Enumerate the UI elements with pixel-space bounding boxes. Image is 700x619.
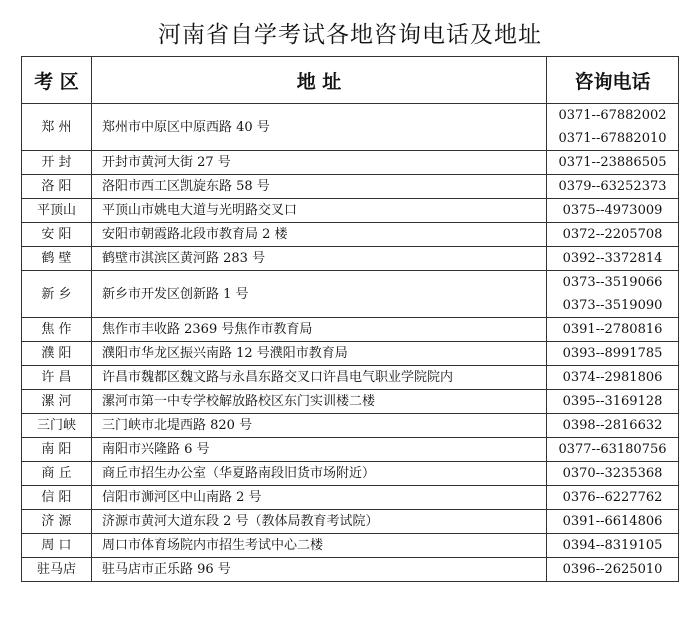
phone-number: 0376--6227762 (562, 490, 663, 505)
address-cell: 濮阳市华龙区振兴南路 12 号濮阳市教育局 (92, 342, 547, 366)
phone-number: 0398--2816632 (562, 418, 663, 433)
table-row (22, 486, 679, 510)
table-row (22, 414, 679, 438)
address-cell: 鹤壁市淇滨区黄河路 283 号 (92, 247, 547, 271)
phone-number: 0379--63252373 (558, 179, 667, 194)
table-row (22, 390, 679, 414)
table-header-row (22, 57, 679, 104)
address-cell: 济源市黄河大道东段 2 号（教体局教育考试院） (92, 510, 547, 534)
phone-cell (547, 390, 679, 414)
area-cell: 焦 作 (22, 318, 92, 342)
phone-number: 0391--6614806 (562, 514, 663, 529)
phone-cell (547, 510, 679, 534)
phone-number: 0375--4973009 (562, 203, 663, 218)
phone-number: 0372--2205708 (562, 227, 663, 242)
phone-cell (547, 366, 679, 390)
address-cell: 商丘市招生办公室（华夏路南段旧货市场附近） (92, 462, 547, 486)
table-row (22, 199, 679, 223)
phone-number: 0371--23886505 (558, 155, 667, 170)
phone-cell (547, 342, 679, 366)
table-row (22, 510, 679, 534)
area-cell: 新 乡 (22, 271, 92, 318)
table-row (22, 438, 679, 462)
area-cell: 周 口 (22, 534, 92, 558)
phone-number: 0394--8319105 (562, 538, 663, 553)
area-cell: 郑 州 (22, 104, 92, 151)
phone-number: 0371--67882002 (558, 108, 667, 123)
phone-number: 0392--3372814 (562, 251, 663, 266)
header-address: 地 址 (92, 57, 547, 104)
area-cell: 平顶山 (22, 199, 92, 223)
phone-number: 0391--2780816 (562, 322, 663, 337)
area-cell: 开 封 (22, 151, 92, 175)
address-cell: 安阳市朝霞路北段市教育局 2 楼 (92, 223, 547, 247)
address-cell: 新乡市开发区创新路 1 号 (92, 271, 547, 318)
phone-number: 0370--3235368 (562, 466, 663, 481)
phone-cell (547, 558, 679, 582)
phone-number: 0371--67882010 (558, 131, 667, 146)
phone-cell (547, 104, 679, 151)
table-row (22, 558, 679, 582)
phone-cell (547, 271, 679, 318)
contact-table (21, 56, 679, 582)
address-cell: 焦作市丰收路 2369 号焦作市教育局 (92, 318, 547, 342)
phone-number: 0393--8991785 (562, 346, 663, 361)
address-cell: 郑州市中原区中原西路 40 号 (92, 104, 547, 151)
phone-number: 0373--3519090 (562, 298, 663, 313)
address-cell: 周口市体育场院内市招生考试中心二楼 (92, 534, 547, 558)
phone-cell (547, 151, 679, 175)
table-row (22, 223, 679, 247)
phone-cell (547, 199, 679, 223)
table-row (22, 175, 679, 199)
phone-number: 0396--2625010 (562, 562, 663, 577)
area-cell: 濮 阳 (22, 342, 92, 366)
address-cell: 漯河市第一中专学校解放路校区东门实训楼二楼 (92, 390, 547, 414)
address-cell: 信阳市浉河区中山南路 2 号 (92, 486, 547, 510)
area-cell: 洛 阳 (22, 175, 92, 199)
phone-cell (547, 247, 679, 271)
table-row (22, 104, 679, 151)
table-row (22, 462, 679, 486)
address-cell: 南阳市兴隆路 6 号 (92, 438, 547, 462)
phone-cell (547, 318, 679, 342)
address-cell: 平顶山市姚电大道与光明路交叉口 (92, 199, 547, 223)
phone-number: 0373--3519066 (562, 275, 663, 290)
phone-cell (547, 175, 679, 199)
phone-cell (547, 534, 679, 558)
area-cell: 驻马店 (22, 558, 92, 582)
phone-cell (547, 414, 679, 438)
area-cell: 济 源 (22, 510, 92, 534)
area-cell: 南 阳 (22, 438, 92, 462)
table-row (22, 271, 679, 318)
address-cell: 驻马店市正乐路 96 号 (92, 558, 547, 582)
area-cell: 商 丘 (22, 462, 92, 486)
phone-cell (547, 438, 679, 462)
table-row (22, 151, 679, 175)
header-area: 考 区 (22, 57, 92, 104)
phone-cell (547, 223, 679, 247)
area-cell: 信 阳 (22, 486, 92, 510)
area-cell: 许 昌 (22, 366, 92, 390)
area-cell: 安 阳 (22, 223, 92, 247)
table-row (22, 366, 679, 390)
address-cell: 开封市黄河大街 27 号 (92, 151, 547, 175)
table-row (22, 534, 679, 558)
area-cell: 鹤 壁 (22, 247, 92, 271)
address-cell: 洛阳市西工区凯旋东路 58 号 (92, 175, 547, 199)
table-row (22, 247, 679, 271)
header-phone: 咨询电话 (547, 57, 679, 104)
page-title: 河南省自学考试各地咨询电话及地址 (158, 22, 542, 48)
area-cell: 漯 河 (22, 390, 92, 414)
table-body (22, 104, 679, 582)
table-row (22, 342, 679, 366)
phone-cell (547, 486, 679, 510)
phone-cell (547, 462, 679, 486)
phone-number: 0374--2981806 (562, 370, 663, 385)
address-cell: 许昌市魏都区魏文路与永昌东路交叉口许昌电气职业学院院内 (92, 366, 547, 390)
table-row (22, 318, 679, 342)
area-cell: 三门峡 (22, 414, 92, 438)
address-cell: 三门峡市北堤西路 820 号 (92, 414, 547, 438)
phone-number: 0395--3169128 (562, 394, 663, 409)
phone-number: 0377--63180756 (558, 442, 667, 457)
